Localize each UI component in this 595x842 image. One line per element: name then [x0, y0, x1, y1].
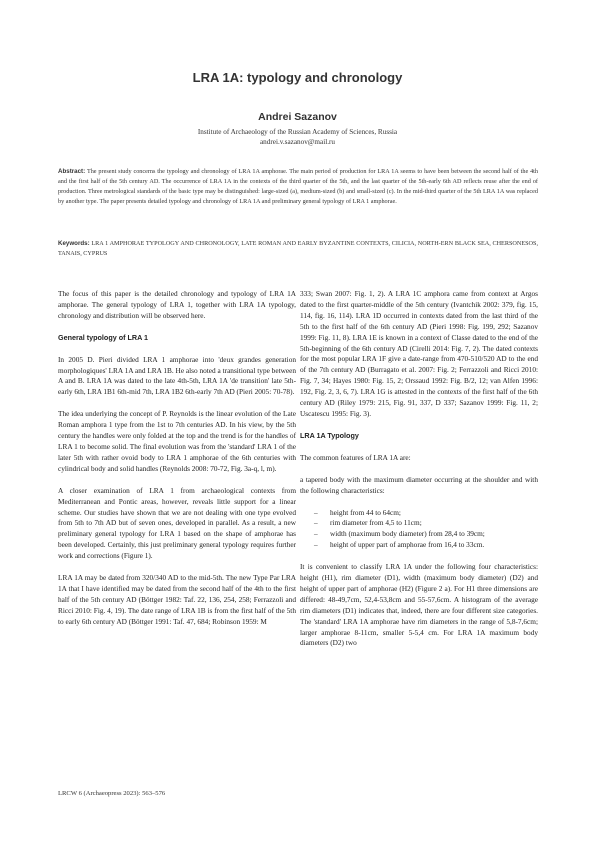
- page-footer: LRCW 6 (Archaeopress 2023): 563–576: [58, 790, 166, 797]
- author-name: Andrei Sazanov: [258, 111, 337, 123]
- keywords: [58, 239, 538, 259]
- list-item-text: rim diameter from 4,5 to 11cm;: [330, 518, 422, 528]
- keywords-text: LRA 1 AMPHORAE TYPOLOGY AND CHRONOLOGY, LATE ROMAN AND EARLY BYZANTINE CONTEXTS, CILICIA, NORTH-ERN BLACK SEA, CHERSONESOS, TANAIS, CYPRUS: [58, 240, 539, 257]
- author-email[interactable]: andrei.v.sazanov@mail.ru: [259, 138, 335, 146]
- keywords-label: Keywords:: [58, 240, 90, 247]
- list-item: [300, 529, 538, 540]
- list-item: [300, 508, 538, 519]
- left-column: [58, 289, 296, 639]
- paragraph: 333; Swan 2007: Fig. 1, 2). A LRA 1C amphora came from context at Argos dated to the first quarter-middle of the 5th century (Ivantchik 2002: 379, fig. 15, 114, fig. 16, 114). LRA 1D occurred in contexts dated from the last third of the 5th to the first half of the 6th century AD (Pieri 1998: Fig. 199, 292; Sazanov 1999: Fig. 11, 8). LRA 1E is known in a context of Classe dated to the end of the 5th-beginning of the 6th century AD (Cirelli 2014: Fig. 7, 2). The dated contexts for the most popular LRA 1F give a date-range from 470-510/520 AD to the end of the 7th century AD (Burragato et al. 2007: Fig. 2; Ferrazzoli and Ricci 2010: Fig. 7, 34; Hayes 1980: Fig. 15, 2; Orssaud 1992: Fig. B/2, 12; van Alfen 1996: 192, Fig. 2, 3, 6, 7). LRA 1G is attested in the contexts of the first half of the 6th century AD (Riley 1979: 215, Fig. 91, 337, D 337; Sazanov 1999: Fig. 11, 2; Uscatescu 1995: Fig. 3).: [300, 289, 538, 418]
- list-dash: –: [314, 507, 318, 517]
- list-dash: –: [314, 529, 318, 539]
- list-item-text: height from 44 to 64cm;: [330, 507, 401, 517]
- paragraph: a tapered body with the maximum diameter occurring at the shoulder and with the following characteristics:: [300, 474, 538, 495]
- abstract-text: The present study concerns the typology and chronology of LRA 1A amphorae. The main period of production for LRA 1A seems to have been between the second half of the 4th and the first half of the 5th century AD. The occurrence of LRA 1A in the contexts of the third quarter of the 5th, and the last quarter of the 5th-early 6th AD reflects reuse after the end of production. Three metrological standards of the basic type may be distinguished: large-sized (a), medium-sized (b) and small-sized (c). In the mid-third quarter of the 5th LRA 1A was replaced by another type. The paper presents detailed typology and chronology of LRA 1A and preliminary general typology of LRA 1 amphorae.: [58, 168, 538, 205]
- paper-title: LRA 1A: typology and chronology: [192, 70, 403, 85]
- author-affiliation-block: [0, 127, 595, 147]
- abstract-label: Abstract:: [58, 168, 86, 175]
- list-item: [300, 518, 538, 529]
- paragraph: In 2005 D. Pieri divided LRA 1 amphorae into 'deux grandes generation morphologiques' LRA 1A and LRA 1B. He also noted a transitional type between A and B. LRA 1A was dated to the late 4th-5th, LRA 1A 'de transition' late 5th-early 6th, LRA 1B1 6th-mid 7th, LRA 1B2 6th-early 7th AD (Pieri 2005: 70-78).: [58, 354, 296, 397]
- section-heading: LRA 1A Typology: [300, 430, 359, 440]
- paragraph: The idea underlying the concept of P. Reynolds is the linear evolution of the Late Roman amphora 1 type from the 1st to 7th centuries AD. In his view, by the 5th century the handles were only folded at the top and the trend is for the handles of LRA 1 to become solid. The final evolution was from the 'standard' LRA 1 of the later 5th with rather ovoid body to LRA 1 amphorae of the 6th centuries with cylindrical body and solid handles (Reynolds 2008: 70-72, Fig. 3a-q, l, m).: [58, 409, 296, 473]
- dimension-list: [300, 508, 538, 552]
- right-column: [300, 289, 538, 660]
- list-item-text: width (maximum body diameter) from 28,4 to 39cm;: [330, 529, 485, 539]
- paragraph: A closer examination of LRA 1 from archaeological contexts from Mediterranean and Pontic areas, however, reveals little support for a linear scheme. Our studies have shown that we are not dealing with one type evolved from 5th to 7th AD but of seven ones, developed in parallel. As a result, a new preliminary general typology for LRA 1 based on the shape of amphorae has been developed. Certainly, this just preliminary general typology requires further work and corrections (Figure 1).: [58, 485, 296, 561]
- paragraph: The common features of LRA 1A are:: [300, 452, 411, 462]
- affiliation: Institute of Archaeology of the Russian Academy of Sciences, Russia: [197, 128, 398, 136]
- list-dash: –: [314, 518, 318, 528]
- list-item-text: height of upper part of amphorae from 16,4 to 33cm.: [330, 540, 485, 550]
- paragraph: LRA 1A may be dated from 320/340 AD to the mid-5th. The new Type Par LRA 1A that I have identified may be dated from the second half of the 4th to the first half of the 5th century AD (Böttger 1982: Taf. 22, 136, 254, 258; Ferrazzoli and Ricci 2010: Fig. 4, 19). The date range of LRA 1B is from the first half of the 5th to early 6th century AD (Böttger 1991: Taf. 47, 684; Robinson 1959: M: [58, 573, 296, 626]
- list-dash: –: [314, 540, 318, 550]
- list-item: [300, 540, 538, 551]
- section-heading: General typology of LRA 1: [58, 332, 148, 342]
- paragraph: It is convenient to classify LRA 1A under the following four characteristics: height (H1), rim diameter (D1), width (maximum body diameter) (D2) and height of upper part of amphorae (H2) (Figure 2 a). For H1 three dimensions are differed: 48-49,7cm, 52,4-53,8cm and 55-57,6cm. A histogram of the average rim diameters (D1) indicates that, indeed, there are four different size categories. The 'standard' LRA 1A amphorae have rim diameters in the range of 5,8-7,6cm; larger amphorae 8-11cm, smaller 5-5,4 cm. For LRA 1A maximum body diameters (D2) two: [300, 562, 538, 648]
- paragraph: The focus of this paper is the detailed chronology and typology of LRA 1A amphorae. The general typology of LRA 1, together with LRA 1A typology, chronology and distribution will be observed here.: [58, 289, 296, 320]
- abstract: [58, 167, 538, 207]
